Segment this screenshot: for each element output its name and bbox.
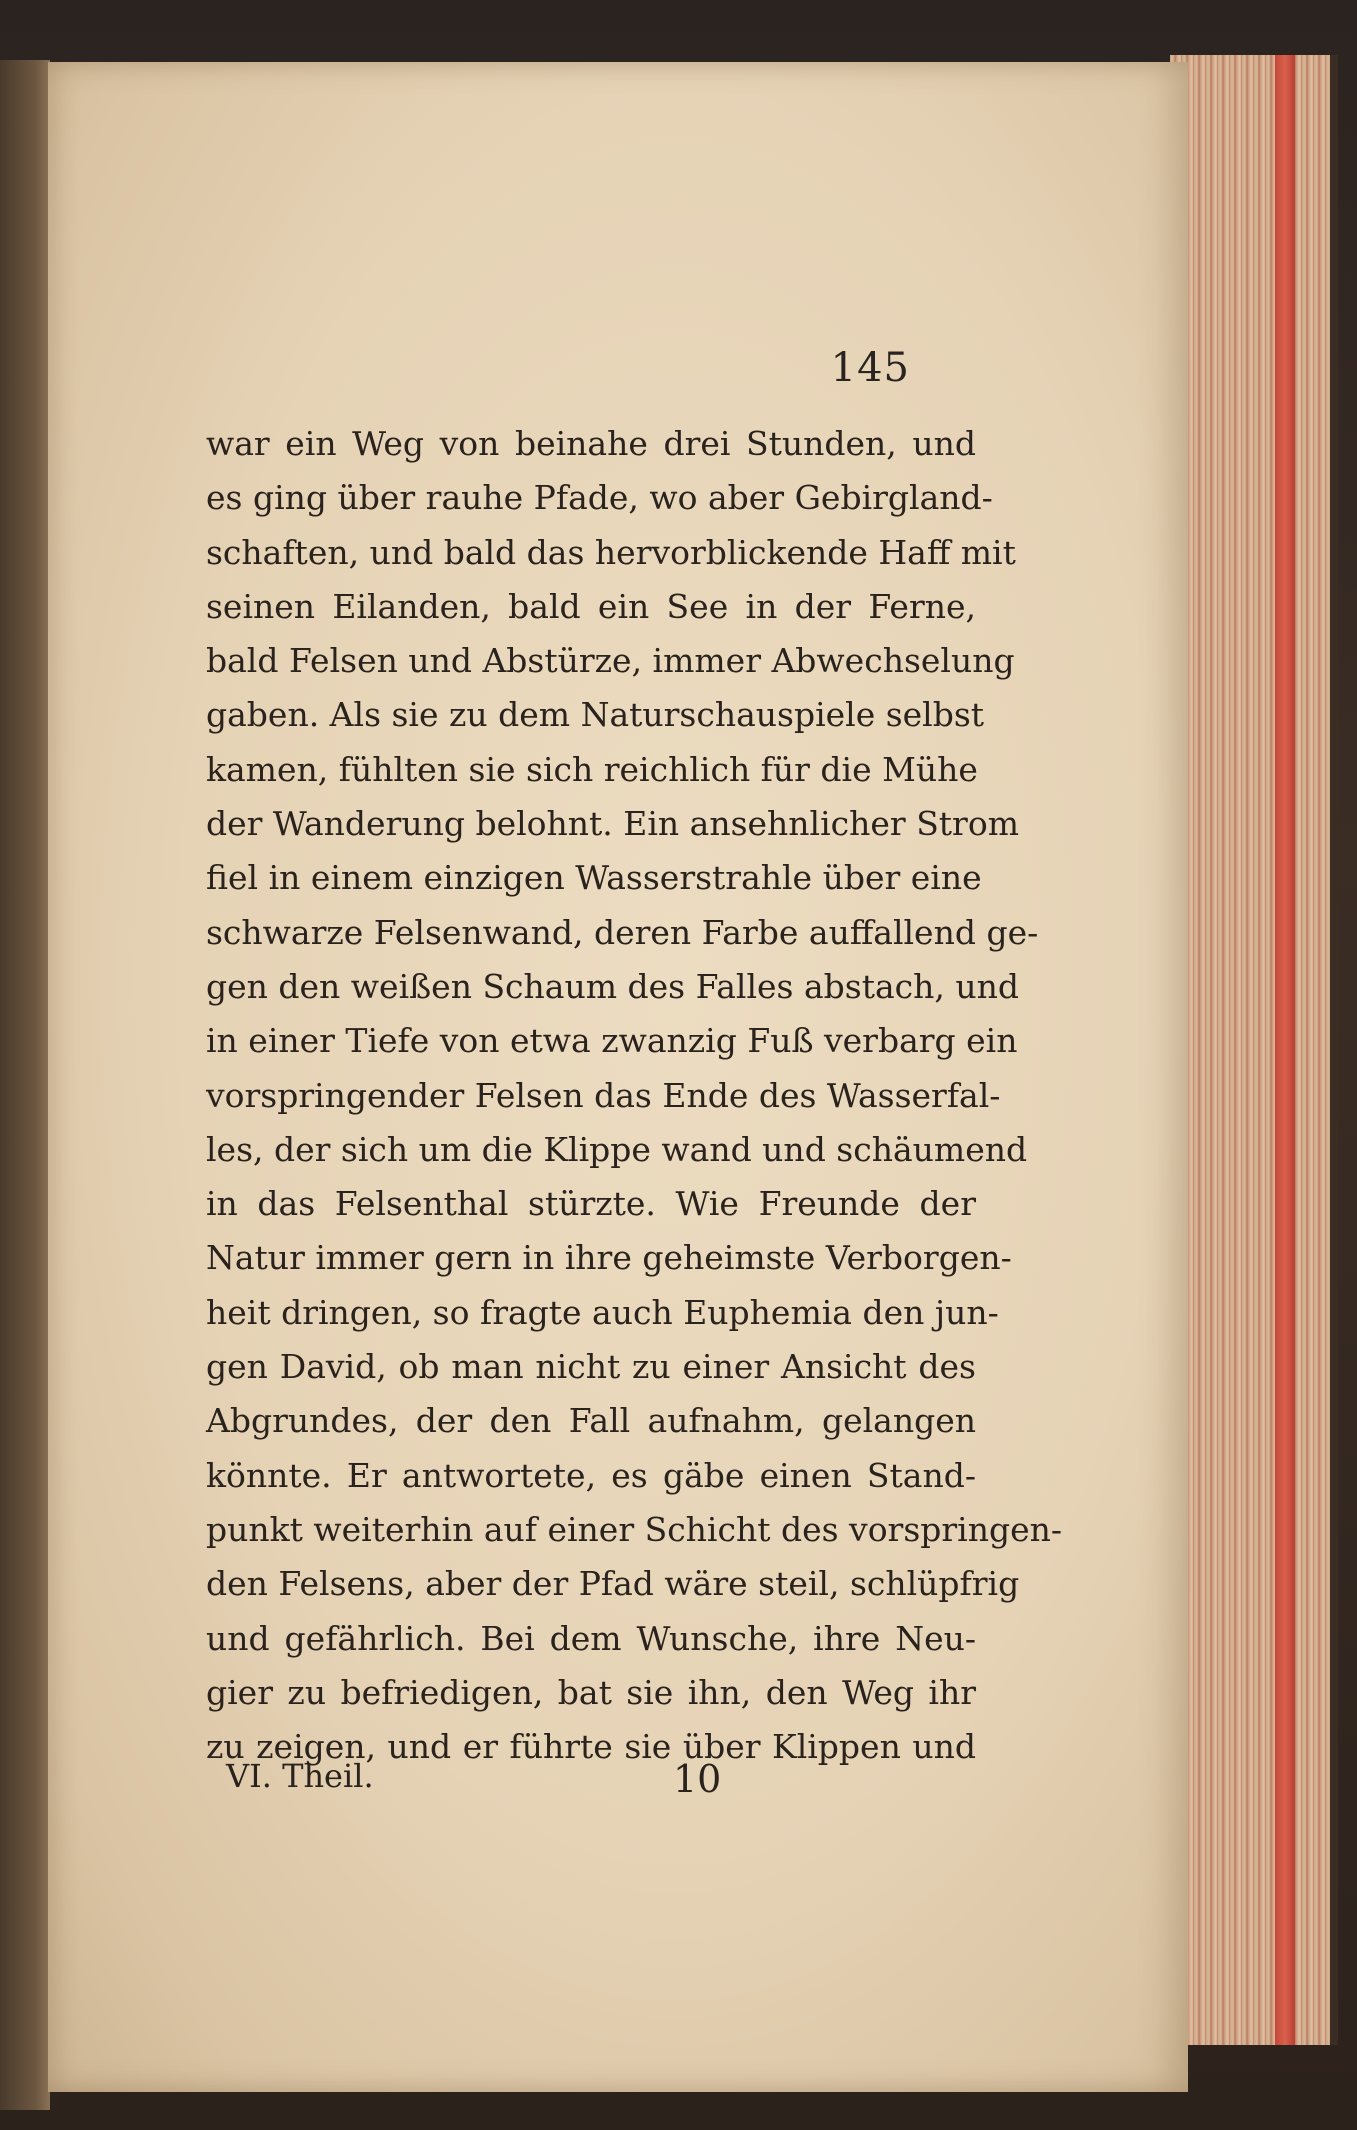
text-line: schwarze Felsenwand, deren Farbe auffallend ge- xyxy=(206,912,1039,952)
text-line: zu zeigen, und er führte sie über Klippen und xyxy=(206,1727,976,1767)
text-line: in einer Tiefe von etwa zwanzig Fuß verbarg ein xyxy=(206,1021,1018,1061)
text-line: vorspringender Felsen das Ende des Wasserfal- xyxy=(206,1075,1001,1115)
sheet-mark: 10 xyxy=(673,1757,722,1801)
text-line: der Wanderung belohnt. Ein ansehnlicher Strom xyxy=(206,804,1019,844)
body-text xyxy=(206,417,1063,1774)
text-line: gen David, ob man nicht zu einer Ansicht des xyxy=(206,1347,976,1387)
text-line: gier zu befriedigen, bat sie ihn, den Weg ihr xyxy=(206,1672,976,1712)
text-line: seinen Eilanden, bald ein See in der Ferne, xyxy=(206,586,976,626)
text-line: gen den weißen Schaum des Falles abstach, und xyxy=(206,966,1019,1006)
text-line: und gefährlich. Bei dem Wunsche, ihre Neu- xyxy=(206,1618,976,1658)
text-line: fiel in einem einzigen Wasserstrahle über eine xyxy=(206,858,982,898)
book-page xyxy=(48,62,1188,2092)
text-line: Natur immer gern in ihre geheimste Verborgen- xyxy=(206,1238,1012,1278)
text-line: Abgrundes, der den Fall aufnahm, gelangen xyxy=(206,1401,976,1441)
text-line: könnte. Er antwortete, es gäbe einen Stand- xyxy=(206,1455,976,1495)
text-line: les, der sich um die Klippe wand und schäumend xyxy=(206,1129,1028,1169)
text-line: heit dringen, so fragte auch Euphemia den jun- xyxy=(206,1292,999,1332)
page-footer xyxy=(48,1757,1188,1807)
page-edges xyxy=(1170,55,1338,2045)
red-edge-band xyxy=(1275,55,1295,2045)
text-line: war ein Weg von beinahe drei Stunden, und xyxy=(206,424,976,463)
book-cover-edge xyxy=(0,60,50,2110)
text-line: in das Felsenthal stürzte. Wie Freunde der xyxy=(206,1184,976,1224)
text-line: es ging über rauhe Pfade, wo aber Gebirgland- xyxy=(206,478,993,518)
text-line: gaben. Als sie zu dem Naturschauspiele selbst xyxy=(206,695,985,735)
text-line: punkt weiterhin auf einer Schicht des vorspringen- xyxy=(206,1509,1063,1549)
text-line: schaften, und bald das hervorblickende Haff mit xyxy=(206,532,1016,572)
text-line: den Felsens, aber der Pfad wäre steil, schlüpfrig xyxy=(206,1564,1020,1604)
text-line: kamen, fühlten sie sich reichlich für die Mühe xyxy=(206,749,978,789)
volume-signature: VI. Theil. xyxy=(226,1757,374,1795)
text-line: bald Felsen und Abstürze, immer Abwechselung xyxy=(206,641,1015,681)
page-number: 145 xyxy=(830,345,910,391)
